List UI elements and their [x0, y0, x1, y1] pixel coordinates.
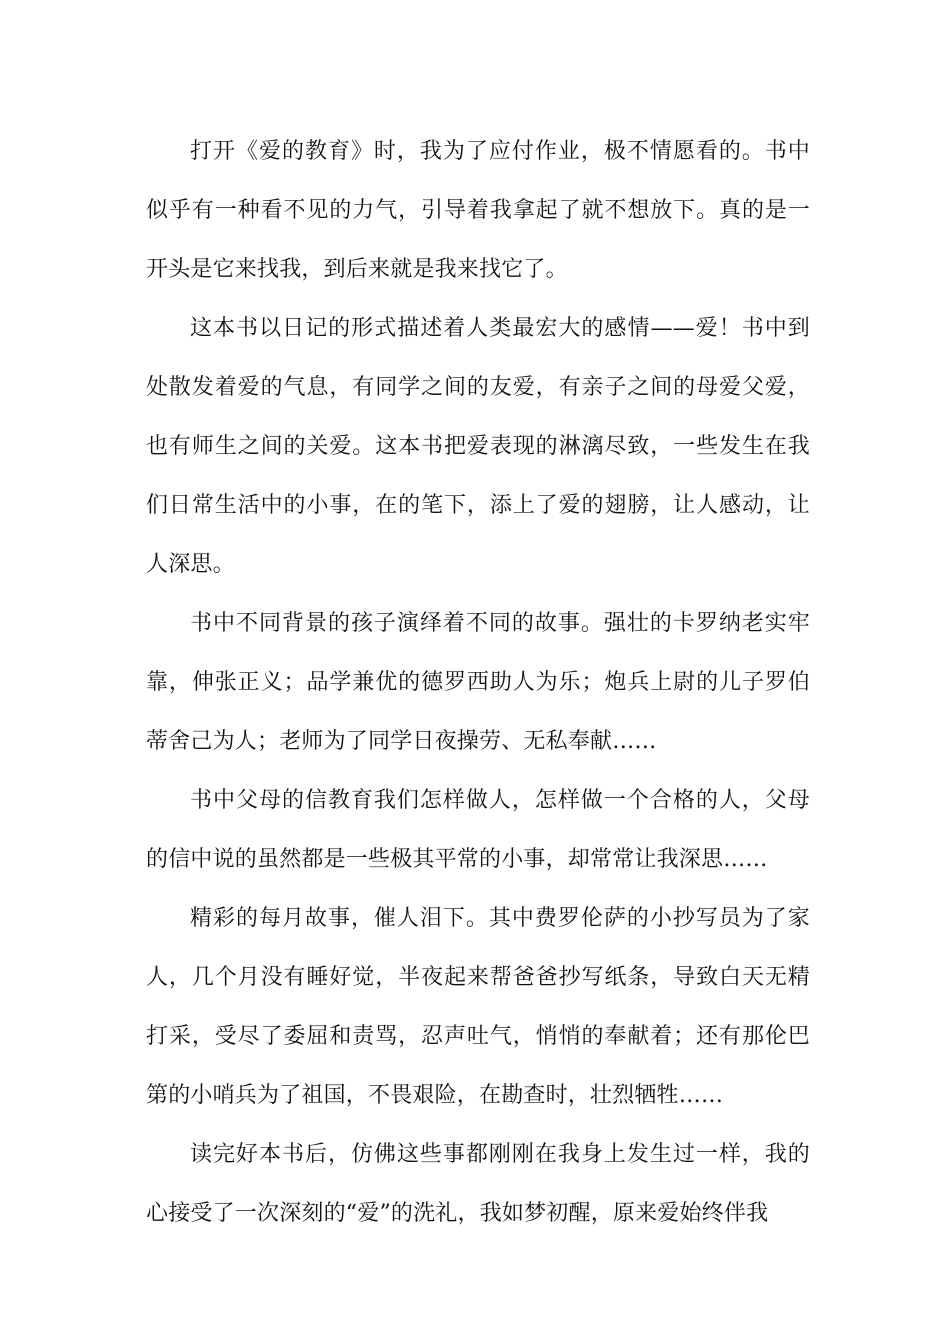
- paragraph-3: 书中不同背景的孩子演绎着不同的故事。强壮的卡罗纳老实牢靠，伸张正义；品学兼优的德罗西助人为乐；炮兵上尉的儿子罗伯蒂舍己为人；老师为了同学日夜操劳、无私奉献……: [146, 611, 810, 754]
- paragraph-1: 打开《爱的教育》时，我为了应付作业，极不情愿看的。书中似乎有一种看不见的力气，引导着我拿起了就不想放下。真的是一开头是它来找我，到后来就是我来找它了。: [146, 139, 810, 282]
- paragraph-6: 读完好本书后，仿佛这些事都刚刚在我身上发生过一样，我的心接受了一次深刻的“爱”的洗礼，我如梦初醒，原来爱始终伴我: [146, 1142, 810, 1226]
- paragraph-5: 精彩的每月故事，催人泪下。其中费罗伦萨的小抄写员为了家人，几个月没有睡好觉，半夜起来帮爸爸抄写纸条，导致白天无精打采，受尽了委屈和责骂，忍声吐气，悄悄的奉献着；还有那伦巴第的小哨兵为了祖国，不畏艰险，在勘查时，壮烈牺牲……: [146, 906, 810, 1108]
- document-body: [146, 122, 810, 1243]
- paragraph-4: 书中父母的信教育我们怎样做人，怎样做一个合格的人，父母的信中说的虽然都是一些极其平常的小事，却常常让我深思……: [146, 788, 810, 872]
- paragraph-2: 这本书以日记的形式描述着人类最宏大的感情——爱！书中到处散发着爱的气息，有同学之间的友爱，有亲子之间的母爱父爱，也有师生之间的关爱。这本书把爱表现的淋漓尽致，一些发生在我们日常生活中的小事，在的笔下，添上了爱的翅膀，让人感动，让人深思。: [146, 316, 810, 577]
